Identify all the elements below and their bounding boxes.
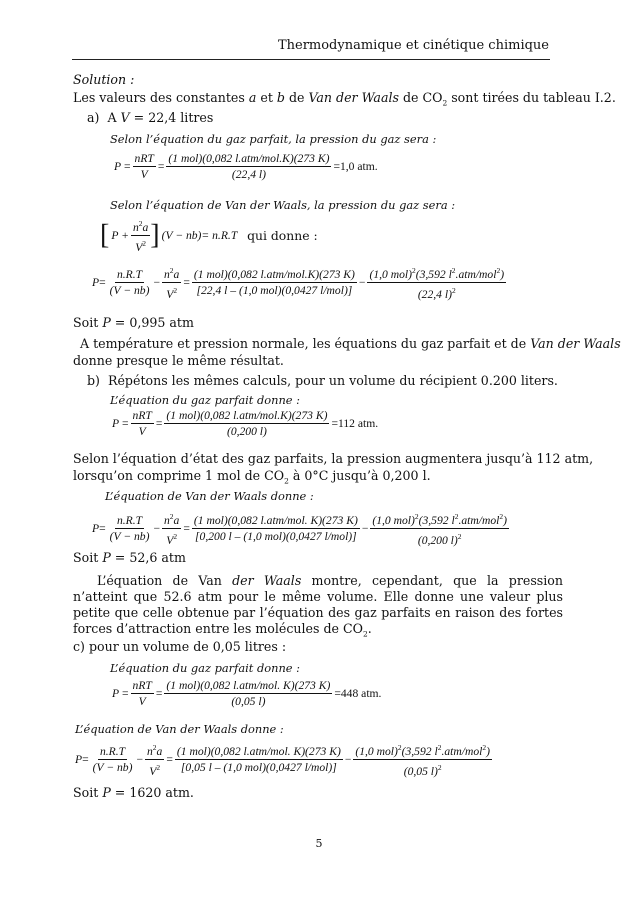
- ideal-gas-caption-b: L’équation du gaz parfait donne :: [110, 393, 300, 407]
- item-b: b) Répétons les mêmes calculs, pour un volume du récipient 0.200 liters.: [87, 373, 558, 388]
- ideal-gas-caption-c: L’équation du gaz parfait donne :: [110, 661, 300, 675]
- item-a: a) A V = 22,4 litres: [87, 110, 214, 125]
- equation-vdw-a: P= $\frac{n.R.T}{(V - nb)}$ − $\frac{n^2a}{V^2}$ = $\frac{\text{(1 mol)(0,082 l.atm/mol.K)(273 K)}}{\text{[22,4 l – (1,0 mol)(0,0427 l/mol)]}}$ − $\frac{(1,0 mol)^2(3,592 l^2.atm/mol^2)}{(22,4 l)^2}$: [90, 263, 506, 302]
- equation-vdw-b: P= $\frac{n.R.T}{(V - nb)}$ − $\frac{n^2a}{V^2}$ = $\frac{\text{(1 mol)(0,082 l.atm/mol. K)(273 K)}}{\text{[0,200 l – (1,0 mol)(0,0427 l/mol)]}}$ − $\frac{(1,0 mol)^2(3,592 l^2.atm/mol^2)}{(0,200 l)^2}$: [90, 509, 509, 548]
- equation-vdw-general: [ P + $\frac{n^2a}{V^2}$ ] (V − nb)= n.R.T qui donne :: [100, 216, 320, 255]
- result-c: Soit P = 1620 atm.: [73, 785, 194, 800]
- page-number: 5: [315, 837, 323, 850]
- vdw-caption-c: L’équation de Van der Waals donne :: [75, 722, 284, 736]
- solution-label: Solution :: [73, 72, 135, 87]
- ideal-compression-line2: lorsqu’on comprime 1 mol de $CO_2$ à 0°C jusqu’à 0,200 l.: [73, 468, 431, 486]
- equation-ideal-a: P = $\frac{\text{nRT}}{V}$ = $\frac{\text{(1 mol)(0,082 l.atm/mol.K)(273 K)}}{(22,4 l)}$ =1,0 atm.: [114, 152, 378, 181]
- running-header: Thermodynamique et cinétique chimique: [277, 38, 549, 53]
- item-c: c) pour un volume de 0,05 litres :: [73, 639, 287, 654]
- equation-ideal-c: P = $\frac{\text{nRT}}{V}$ = $\frac{\text{(1 mol)(0,082 l.atm/mol. K)(273 K)}}{(0,05 l)}$ =448 atm.: [112, 679, 382, 708]
- vdw-caption-b: L’équation de Van der Waals donne :: [105, 489, 314, 503]
- vdw-caption-a: Selon l’équation de Van der Waals, la pression du gaz sera :: [110, 198, 456, 212]
- intro-line: Les valeurs des constantes a et b de Van der Waals de $CO_2$ sont tirées du tableau I.2.: [73, 90, 616, 108]
- result-a: Soit P = 0,995 atm: [73, 315, 194, 330]
- normal-conditions-line2: donne presque le même résultat.: [73, 353, 284, 368]
- equation-vdw-c: P= $\frac{n.R.T}{(V - nb)}$ − $\frac{n^2a}{V^2}$ = $\frac{\text{(1 mol)(0,082 l.atm/mol. K)(273 K)}}{\text{[0,05 l – (1,0 mol)(0,0427 l/mol)]}}$ − $\frac{(1,0 mol)^2(3,592 l^2.atm/mol^2)}{(0,05 l)^2}$: [73, 740, 492, 779]
- ideal-gas-caption-a: Selon l’équation du gaz parfait, la pression du gaz sera :: [110, 132, 437, 146]
- vdw-discussion-paragraph: L’équation de Van der Waals montre, cependant, que la pression n’atteint que 52.6 atm pour le même volume. Elle donne une valeur plus petite que celle obtenue par l’équation des gaz parfaits en raison des fortes forces d’attraction entre les molécules de $CO_2$.: [73, 573, 563, 639]
- result-b: Soit P = 52,6 atm: [73, 550, 186, 565]
- ideal-compression-line1: Selon l’équation d’état des gaz parfaits, la pression augmentera jusqu’à 112 atm,: [73, 451, 594, 466]
- normal-conditions-line1: A température et pression normale, les équations du gaz parfait et de Van der Waals: [80, 336, 621, 351]
- header-rule: [72, 59, 550, 60]
- equation-ideal-b: P = $\frac{\text{nRT}}{V}$ = $\frac{\text{(1 mol)(0,082 l.atm/mol.K)(273 K)}}{(0,200 l)}$ =112 atm.: [112, 409, 379, 438]
